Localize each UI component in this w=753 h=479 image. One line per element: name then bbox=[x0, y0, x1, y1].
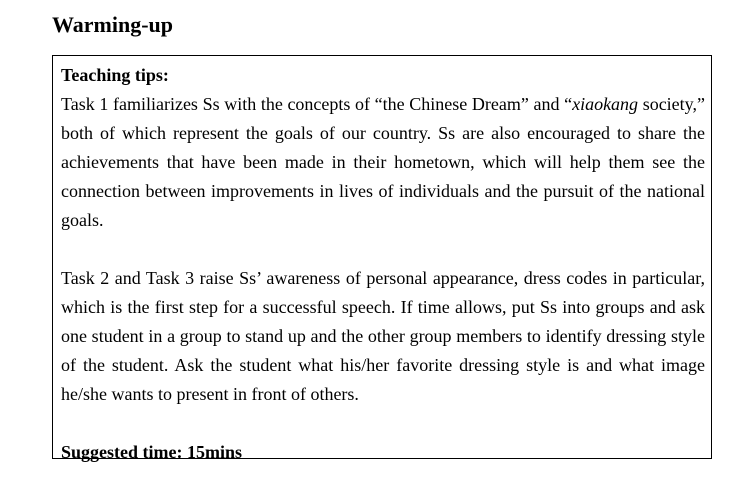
paragraph-spacer bbox=[61, 235, 705, 264]
teaching-tips-box bbox=[52, 55, 712, 462]
paragraph-spacer bbox=[61, 409, 705, 438]
task1-text-start: Task 1 familiarizes Ss with the concepts of “the Chinese Dream” and “ bbox=[61, 94, 573, 114]
teaching-tips-content bbox=[61, 61, 705, 467]
task1-paragraph bbox=[61, 90, 705, 235]
task1-text-end: society,” both of which represent the goals of our country. Ss are also encouraged to share the achievements that have been made in their hometown, which will help them see the connection between improvements in lives of individuals and the pursuit of the national goals. bbox=[61, 94, 705, 230]
teaching-tips-title: Teaching tips: bbox=[61, 65, 169, 85]
task2-3-paragraph: Task 2 and Task 3 raise Ss’ awareness of personal appearance, dress codes in particular, which is the first step for a successful speech. If time allows, put Ss into groups and ask one student in a group to stand up and the other group members to identify dressing style of the student. Ask the student what his/her favorite dressing style is and what image he/she wants to present in front of others. bbox=[61, 268, 705, 404]
section-heading: Warming-up bbox=[52, 12, 174, 37]
suggested-time: Suggested time: 15mins bbox=[61, 442, 242, 462]
xiaokang-term: xiaokang bbox=[572, 94, 639, 114]
